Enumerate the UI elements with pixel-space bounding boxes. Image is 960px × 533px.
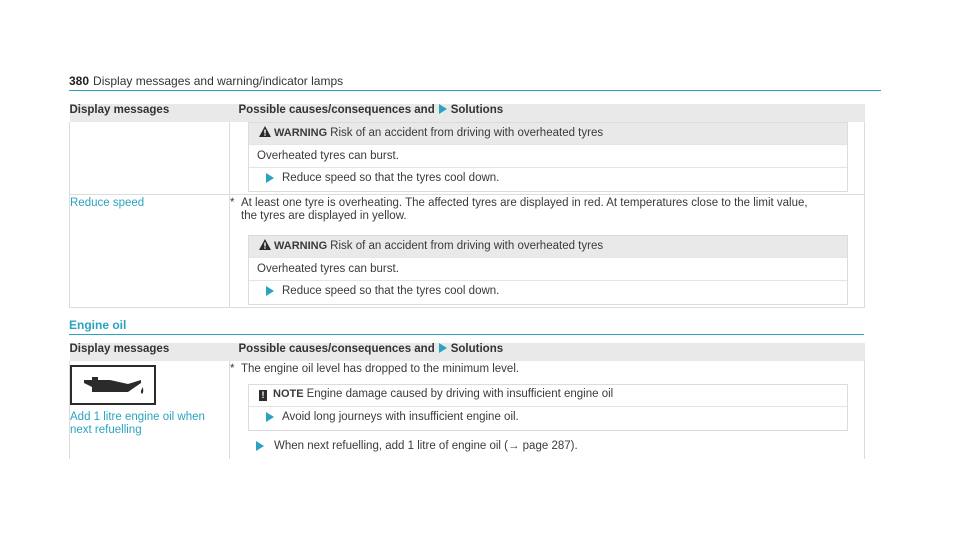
column-header-causes: [230, 104, 865, 122]
message-cell: [70, 195, 230, 308]
step-arrow-icon: [266, 286, 274, 296]
causes-cell: [230, 361, 865, 459]
table-header-row: [70, 104, 865, 122]
warning-header: [249, 123, 847, 144]
message-add-engine-oil-line1[interactable]: Add 1 litre engine oil when: [70, 411, 205, 423]
column-header-solutions-label: Solutions: [450, 104, 504, 116]
message-add-engine-oil-line2[interactable]: next refuelling: [70, 424, 142, 436]
note-box: [248, 384, 848, 431]
note-step-text: Avoid long journeys with insufficient engine oil.: [282, 411, 519, 423]
note-step: [249, 407, 847, 430]
warning-step-text: Reduce speed so that the tyres cool down.: [282, 285, 500, 297]
warning-detail: Overheated tyres can burst.: [249, 257, 847, 280]
page-header-title: Display messages and warning/indicator lamps: [93, 74, 344, 88]
column-header-solutions-label: Solutions: [450, 343, 504, 355]
warning-step: [249, 167, 847, 191]
warning-detail: Overheated tyres can burst.: [249, 144, 847, 167]
column-header-causes-label: Possible causes/consequences and: [238, 104, 435, 116]
bullet-text: The engine oil level has dropped to the minimum level.: [241, 363, 520, 375]
column-header-causes: [230, 343, 865, 361]
warning-title: WARNING: [274, 240, 328, 252]
warning-header: [249, 236, 847, 257]
note-header: [249, 385, 847, 407]
warning-step: [249, 280, 847, 304]
solution-step: [256, 440, 864, 454]
solutions-arrow-icon: [439, 104, 447, 114]
message-cell: [70, 361, 230, 459]
bullet-item: [230, 363, 864, 376]
warning-text: Risk of an accident from driving with overheated tyres: [330, 127, 604, 139]
causes-cell: [230, 122, 865, 195]
tyre-messages-table: [69, 104, 865, 308]
warning-triangle-icon: [259, 126, 271, 137]
table-row: [70, 361, 865, 459]
solution-step-text: When next refuelling, add 1 litre of engine oil (→ page 287).: [274, 440, 578, 452]
warning-step-text: Reduce speed so that the tyres cool down.: [282, 172, 500, 184]
warning-triangle-icon: [259, 239, 271, 250]
column-header-display-messages: Display messages: [70, 343, 230, 361]
table-row: [70, 195, 865, 308]
causes-cell: [230, 195, 865, 308]
step-arrow-icon: [266, 412, 274, 422]
bullet-marker: *: [230, 363, 235, 375]
message-cell: [70, 122, 230, 195]
step-arrow-icon: [256, 441, 264, 451]
solutions-arrow-icon: [439, 343, 447, 353]
page-number: 380: [69, 74, 90, 88]
warning-box: [248, 122, 848, 192]
bullet-text-line2: the tyres are displayed in yellow.: [241, 210, 407, 222]
column-header-causes-label: Possible causes/consequences and: [238, 343, 435, 355]
engine-oil-table: [69, 343, 865, 459]
warning-box: [248, 235, 848, 305]
warning-title: WARNING: [274, 127, 328, 139]
table-header-row: [70, 343, 865, 361]
warning-text: Risk of an accident from driving with overheated tyres: [330, 240, 604, 252]
column-header-display-messages: Display messages: [70, 104, 230, 122]
oil-can-icon: [70, 365, 156, 405]
bullet-marker: *: [230, 197, 235, 209]
note-title: NOTE: [273, 388, 304, 400]
step-arrow-icon: [266, 173, 274, 183]
section-title-engine-oil: Engine oil: [69, 318, 864, 335]
page-header: [69, 74, 881, 91]
table-row: [70, 122, 865, 195]
note-text: Engine damage caused by driving with insufficient engine oil: [306, 388, 614, 400]
bullet-text-line1: At least one tyre is overheating. The affected tyres are displayed in red. At temperatures close to the limit value,: [241, 197, 808, 209]
message-reduce-speed[interactable]: Reduce speed: [70, 197, 145, 209]
bullet-item: [230, 197, 864, 223]
exclamation-icon: !: [259, 390, 267, 401]
